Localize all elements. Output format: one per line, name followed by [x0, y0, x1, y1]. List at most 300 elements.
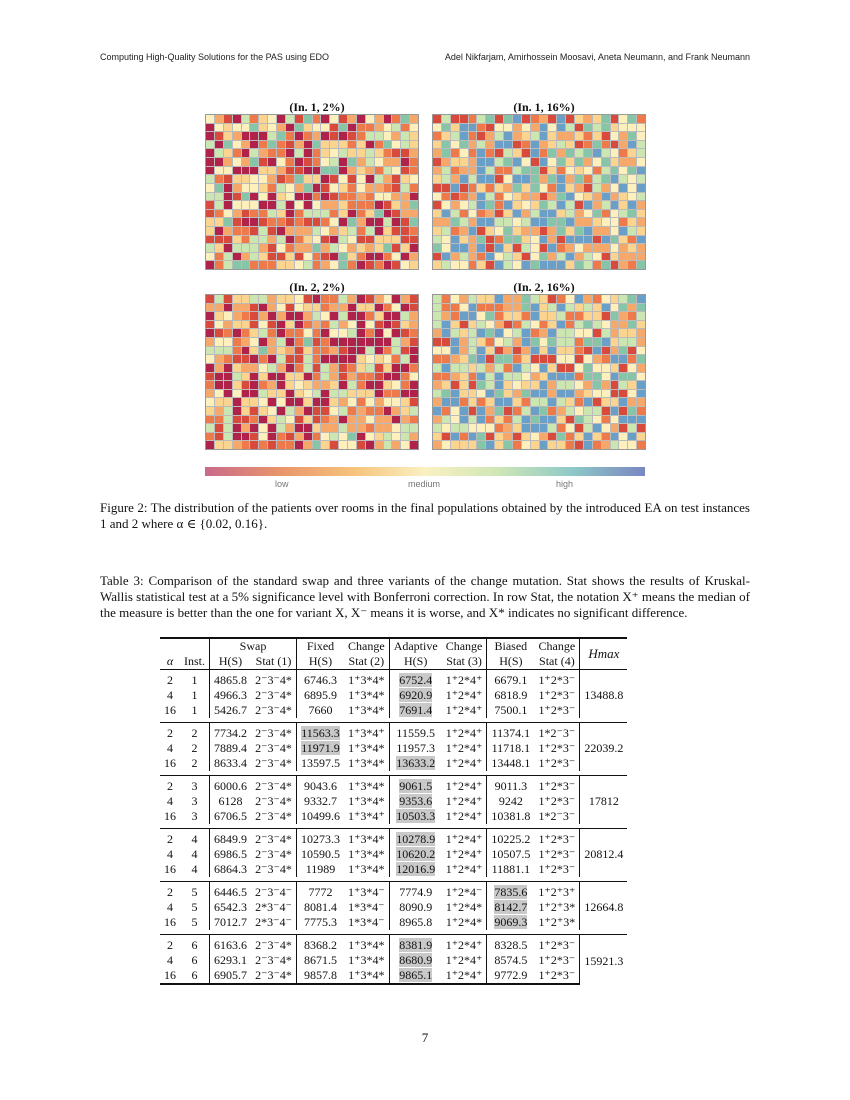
heatmap-cell	[486, 253, 494, 261]
swap-hs-cell	[210, 847, 252, 862]
heatmap-cell	[206, 158, 214, 166]
heatmap-cell	[313, 115, 321, 123]
heatmap-cell	[619, 141, 627, 149]
swap-hs-cell	[210, 688, 252, 703]
heatmap-cell	[602, 364, 610, 372]
heatmap-cell	[566, 338, 574, 346]
header-empty	[180, 638, 210, 654]
heatmap-cell	[206, 236, 214, 244]
heatmap-cell	[330, 329, 338, 337]
heatmap-cell	[477, 115, 485, 123]
fixed-hs-value: 7660	[308, 703, 333, 717]
heatmap-cell	[304, 381, 312, 389]
biased-hs-cell	[487, 915, 535, 930]
heatmap-cell	[602, 261, 610, 269]
heatmap-cell	[295, 312, 303, 320]
heatmap-cell	[628, 193, 636, 201]
heatmap-cell	[313, 441, 321, 449]
heatmap-cell	[522, 236, 530, 244]
heatmap-cell	[611, 373, 619, 381]
fixed-stat-cell	[344, 741, 389, 756]
heatmap-cell	[304, 167, 312, 175]
heatmap-cell	[330, 141, 338, 149]
alpha-value: 16	[164, 756, 176, 770]
heatmap-cell	[566, 295, 574, 303]
heatmap-cell	[628, 355, 636, 363]
heatmap-cell	[295, 167, 303, 175]
heatmap-cell	[321, 355, 329, 363]
heatmap-cell	[593, 141, 601, 149]
biased-hs-cell	[487, 756, 535, 771]
heatmap-cell	[392, 218, 400, 226]
heatmap-cell	[375, 321, 383, 329]
swap-hs-value: 7734.2	[214, 726, 247, 740]
heatmap-cell	[357, 338, 365, 346]
heatmap-cell	[321, 407, 329, 415]
heatmap-cell	[366, 253, 374, 261]
heatmap-cell	[268, 132, 276, 140]
heatmap-cell	[224, 167, 232, 175]
alpha-cell	[160, 829, 180, 848]
adaptive-hs-cell	[389, 670, 442, 689]
heatmap-cell	[584, 347, 592, 355]
heatmap-cell	[286, 218, 294, 226]
heatmap-cell	[628, 329, 636, 337]
heatmap-cell	[477, 227, 485, 235]
heatmap-cell	[593, 149, 601, 157]
heatmap-cell	[584, 441, 592, 449]
heatmap-cell	[304, 390, 312, 398]
heatmap-cell	[593, 218, 601, 226]
heatmap-cell	[504, 132, 512, 140]
heatmap-cell	[242, 227, 250, 235]
heatmap-cell	[348, 227, 356, 235]
heatmap-cell	[268, 253, 276, 261]
heatmap-cell	[313, 124, 321, 132]
heatmap-cell	[366, 227, 374, 235]
heatmap-cell	[242, 253, 250, 261]
heatmap-cell	[442, 193, 450, 201]
heatmap-cell	[486, 201, 494, 209]
heatmap-cell	[277, 416, 285, 424]
heatmap-cell	[313, 210, 321, 218]
fixed-hs-cell	[297, 900, 345, 915]
alpha-value: 4	[167, 794, 173, 808]
heatmap-cell	[277, 398, 285, 406]
heatmap-cell	[330, 424, 338, 432]
heatmap-cell	[575, 416, 583, 424]
heatmap-cell	[513, 295, 521, 303]
heatmap-cell	[295, 115, 303, 123]
heatmap-cell	[504, 373, 512, 381]
heatmap-cell	[277, 381, 285, 389]
heatmap-cell	[357, 398, 365, 406]
heatmap-cell	[628, 210, 636, 218]
heatmap-cell	[242, 115, 250, 123]
heatmap-cell	[628, 115, 636, 123]
adaptive-stat-cell	[442, 829, 487, 848]
swap-hs-cell	[210, 900, 252, 915]
heatmap-cell	[513, 167, 521, 175]
heatmap-cell	[619, 321, 627, 329]
heatmap-cell	[410, 167, 418, 175]
heatmap-cell	[277, 193, 285, 201]
heatmap-cell	[522, 210, 530, 218]
swap-stat-cell	[251, 915, 297, 930]
heatmap-cell	[366, 347, 374, 355]
heatmap-cell	[548, 115, 556, 123]
heatmap-cell	[540, 321, 548, 329]
heatmap-cell	[628, 398, 636, 406]
heatmap-cell	[277, 175, 285, 183]
heatmap-cell	[375, 424, 383, 432]
heatmap-cell	[469, 132, 477, 140]
header-cell: H(S)	[389, 654, 442, 670]
heatmap-cell	[433, 184, 441, 192]
swap-hs-cell	[210, 935, 252, 954]
heatmap-cell	[619, 218, 627, 226]
heatmap-cell	[304, 312, 312, 320]
adaptive-hs-value: 6752.4	[399, 673, 433, 687]
heatmap-cell	[593, 261, 601, 269]
heatmap-cell	[486, 149, 494, 157]
heatmap-cell	[540, 441, 548, 449]
heatmap-cell	[206, 373, 214, 381]
heatmap-cell	[330, 433, 338, 441]
heatmap-cell	[313, 416, 321, 424]
heatmap-cell	[531, 124, 539, 132]
heatmap-cell	[469, 115, 477, 123]
heatmap-cell	[348, 321, 356, 329]
heatmap-cell	[619, 193, 627, 201]
heatmap-cell	[619, 441, 627, 449]
heatmap-cell	[286, 304, 294, 312]
heatmap-cell	[566, 115, 574, 123]
heatmap-cell	[375, 381, 383, 389]
heatmap-cell	[215, 115, 223, 123]
heatmap-cell	[366, 201, 374, 209]
heatmap-cell	[295, 381, 303, 389]
heatmap-cell	[366, 132, 374, 140]
heatmap-cell	[584, 381, 592, 389]
heatmap-cell	[442, 295, 450, 303]
heatmap-cell	[348, 338, 356, 346]
instance-value: 1	[191, 673, 198, 687]
heatmap-cell	[566, 312, 574, 320]
heatmap-cell	[375, 338, 383, 346]
heatmap-cell	[460, 253, 468, 261]
heatmap-cell	[433, 261, 441, 269]
biased-hs-value: 8574.5	[494, 953, 528, 967]
heatmap-cell	[495, 115, 503, 123]
heatmap-cell	[628, 364, 636, 372]
heatmap-cell	[268, 347, 276, 355]
fixed-hs-value: 10273.3	[301, 832, 341, 846]
heatmap-cell	[321, 424, 329, 432]
swap-hs-value: 6986.5	[214, 847, 247, 861]
heatmap-cell	[460, 295, 468, 303]
heatmap-cell	[392, 338, 400, 346]
heatmap-cell	[531, 149, 539, 157]
heatmap-cell	[637, 218, 645, 226]
heatmap-cell	[250, 184, 258, 192]
heatmap-cell	[460, 424, 468, 432]
heatmap-cell	[321, 210, 329, 218]
heatmap-cell	[531, 424, 539, 432]
heatmap-cell	[513, 355, 521, 363]
heatmap-cell	[460, 441, 468, 449]
heatmap-cell	[286, 433, 294, 441]
heatmap-cell	[575, 244, 583, 252]
heatmap-cell	[357, 175, 365, 183]
heatmap-cell	[540, 355, 548, 363]
heatmap-cell	[330, 355, 338, 363]
swap-stat-value: 2⁻3⁻4*	[255, 756, 292, 770]
heatmap-cell	[469, 184, 477, 192]
heatmap-cell	[321, 433, 329, 441]
heatmap-cell	[384, 433, 392, 441]
heatmap-cell	[593, 253, 601, 261]
heatmap-cell	[593, 124, 601, 132]
heatmap-cell	[242, 390, 250, 398]
heatmap-cell	[286, 236, 294, 244]
heatmap-cell	[295, 218, 303, 226]
heatmap-cell	[433, 236, 441, 244]
heatmap-cell	[602, 184, 610, 192]
heatmap-cell	[233, 244, 241, 252]
heatmap-cell	[401, 175, 409, 183]
swap-stat-cell	[251, 953, 297, 968]
heatmap-cell	[469, 433, 477, 441]
heatmap-cell	[286, 407, 294, 415]
heatmap-cell	[460, 433, 468, 441]
heatmap-cell	[410, 201, 418, 209]
heatmap-cell	[504, 236, 512, 244]
heatmap-cell	[619, 390, 627, 398]
biased-stat-cell	[534, 953, 580, 968]
heatmap-cell	[304, 158, 312, 166]
heatmap-cell	[215, 132, 223, 140]
hmax-cell: 15921.3	[580, 935, 628, 985]
heatmap-cell	[548, 175, 556, 183]
heatmap-cell	[242, 244, 250, 252]
heatmap-cell	[557, 158, 565, 166]
heatmap-cell	[224, 381, 232, 389]
heatmap-cell	[628, 347, 636, 355]
heatmap-cell	[566, 193, 574, 201]
instance-cell	[180, 968, 210, 984]
heatmap-cell	[366, 149, 374, 157]
heatmap-cell	[477, 201, 485, 209]
heatmap-cell	[392, 347, 400, 355]
heatmap-cell	[384, 218, 392, 226]
heatmap-cell	[522, 141, 530, 149]
heatmap-cell	[304, 115, 312, 123]
heatmap-cell	[250, 253, 258, 261]
heatmap-cell	[637, 124, 645, 132]
heatmap-cell	[513, 424, 521, 432]
heatmap-cell	[540, 167, 548, 175]
heatmap-cell	[339, 441, 347, 449]
heatmap-cell	[611, 132, 619, 140]
heatmap-cell	[628, 149, 636, 157]
heatmap-cell	[557, 355, 565, 363]
adaptive-stat-cell	[442, 809, 487, 824]
adaptive-hs-value: 10620.2	[396, 847, 436, 861]
heatmap-cell	[566, 201, 574, 209]
heatmap-cell	[233, 261, 241, 269]
heatmap-cell	[513, 433, 521, 441]
heatmap-cell	[619, 364, 627, 372]
heatmap-cell	[233, 347, 241, 355]
heatmap-cell	[540, 227, 548, 235]
heatmap-cell	[522, 312, 530, 320]
adaptive-stat-cell	[442, 968, 487, 984]
heatmap-cell	[366, 424, 374, 432]
heatmap-cell	[531, 373, 539, 381]
heatmap-cell	[460, 381, 468, 389]
heatmap-cell	[215, 338, 223, 346]
heatmap-cell	[575, 364, 583, 372]
alpha-cell	[160, 703, 180, 718]
heatmap-cell	[504, 390, 512, 398]
heatmap-cell	[593, 329, 601, 337]
heatmap-cell	[451, 321, 459, 329]
heatmap-cell	[619, 381, 627, 389]
heatmap-cell	[366, 218, 374, 226]
heatmap-cell	[513, 124, 521, 132]
fixed-hs-value: 8671.5	[304, 953, 338, 967]
panel-title: (In. 2, 2%)	[289, 280, 345, 294]
swap-hs-value: 7889.4	[214, 741, 247, 755]
heatmap-cell	[286, 115, 294, 123]
heatmap-cell	[242, 381, 250, 389]
heatmap-cell	[259, 373, 267, 381]
heatmap-cell	[433, 175, 441, 183]
heatmap-cell	[611, 261, 619, 269]
heatmap-cell	[295, 227, 303, 235]
heatmap-cell	[593, 244, 601, 252]
heatmap-cell	[401, 210, 409, 218]
heatmap-cell	[339, 167, 347, 175]
heatmap-cell	[330, 304, 338, 312]
heatmap-cell	[460, 201, 468, 209]
heatmap-cell	[233, 227, 241, 235]
heatmap-cell	[215, 175, 223, 183]
hmax-cell: 20812.4	[580, 829, 628, 878]
heatmap-cell	[206, 329, 214, 337]
adaptive-stat-cell	[442, 703, 487, 718]
heatmap-cell	[628, 424, 636, 432]
heatmap-cell	[286, 210, 294, 218]
heatmap-cell	[433, 390, 441, 398]
heatmap-cell	[611, 338, 619, 346]
heatmap-cell	[330, 398, 338, 406]
heatmap-cell	[286, 347, 294, 355]
heatmap-cell	[442, 227, 450, 235]
heatmap-cell	[628, 390, 636, 398]
heatmap-cell	[366, 321, 374, 329]
heatmap-cell	[392, 424, 400, 432]
biased-hs-value: 6679.1	[494, 673, 528, 687]
heatmap-cell	[575, 407, 583, 415]
heatmap-cell	[277, 132, 285, 140]
heatmap-cell	[233, 355, 241, 363]
table-caption: Table 3: Comparison of the standard swap and three variants of the change mutation. Stat shows the results of Kruskal-Wallis statistical test at a 5% significance level with Bonferroni correction. In row Stat, the notation X⁺ means the median of the measure is better than the one for variant X, X⁻ means it is worse, and X* indicates no significant difference.	[100, 573, 750, 620]
fixed-stat-value: 1⁺3*4*	[348, 938, 385, 952]
heatmap-cell	[330, 132, 338, 140]
heatmap-cell	[513, 261, 521, 269]
heatmap-cell	[215, 398, 223, 406]
instance-value: 5	[191, 915, 198, 929]
heatmap-cell	[401, 244, 409, 252]
heatmap-cell	[357, 304, 365, 312]
biased-stat-cell	[534, 723, 580, 742]
heatmap-cell	[277, 244, 285, 252]
heatmap-cell	[619, 158, 627, 166]
table-row	[160, 794, 627, 809]
heatmap-cell	[321, 132, 329, 140]
instance-value: 4	[191, 862, 198, 876]
heatmap-cell	[477, 355, 485, 363]
heatmap-cell	[330, 347, 338, 355]
heatmap-cell	[451, 416, 459, 424]
hmax-cell: 22039.2	[580, 723, 628, 772]
heatmap-cell	[504, 244, 512, 252]
heatmap-cell	[357, 390, 365, 398]
heatmap-cell	[575, 338, 583, 346]
heatmap-cell	[477, 329, 485, 337]
heatmap-cell	[495, 424, 503, 432]
heatmap-cell	[495, 149, 503, 157]
fixed-stat-value: 1⁺3*4*	[348, 862, 385, 876]
heatmap-cell	[504, 201, 512, 209]
heatmap-cell	[313, 338, 321, 346]
heatmap-cell	[259, 441, 267, 449]
heatmap-cell	[575, 398, 583, 406]
heatmap-cell	[384, 167, 392, 175]
heatmap-cell	[566, 175, 574, 183]
heatmap-cell	[477, 364, 485, 372]
swap-stat-cell	[251, 882, 297, 901]
heatmap-cell	[375, 175, 383, 183]
heatmap-cell	[321, 261, 329, 269]
heatmap-cell	[611, 141, 619, 149]
heatmap-cell	[366, 398, 374, 406]
heatmap-cell	[504, 312, 512, 320]
heatmap-cell	[242, 124, 250, 132]
swap-hs-cell	[210, 776, 252, 795]
heatmap-cell	[460, 364, 468, 372]
heatmap-cell	[259, 261, 267, 269]
heatmap-cell	[295, 364, 303, 372]
heatmap-cell	[495, 338, 503, 346]
heatmap-cell	[277, 312, 285, 320]
adaptive-stat-value: 1⁺2*4⁺	[445, 832, 483, 846]
heatmap-cell	[304, 149, 312, 157]
swap-hs-cell	[210, 756, 252, 771]
heatmap-cell	[557, 261, 565, 269]
heatmap-cell	[295, 158, 303, 166]
heatmap-cell	[486, 304, 494, 312]
heatmap-cell	[619, 304, 627, 312]
heatmap-cell	[321, 149, 329, 157]
adaptive-stat-value: 1⁺2*4⁺	[445, 968, 483, 982]
swap-hs-cell	[210, 953, 252, 968]
heatmap-cell	[442, 141, 450, 149]
heatmap-cell	[304, 329, 312, 337]
adaptive-hs-cell	[389, 776, 442, 795]
